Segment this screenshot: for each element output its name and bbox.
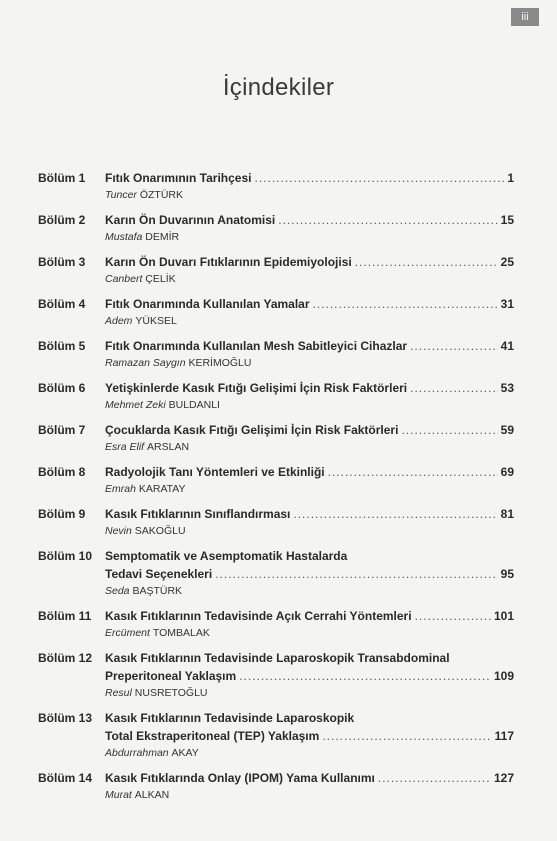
author-surname: ÖZTÜRK: [139, 189, 183, 201]
author-first-name: Canbert: [105, 273, 143, 285]
chapter-title: Yetişkinlerde Kasık Fıtığı Gelişimi İçin Risk Faktörleri: [105, 381, 408, 395]
chapter-title: Kasık Fıtıklarının Tedavisinde Açık Cerrahi Yöntemleri: [105, 609, 412, 623]
chapter-number: Bölüm 4: [38, 297, 86, 311]
chapter-title: Preperitoneal Yaklaşım: [105, 669, 237, 683]
chapter-title-line: [105, 505, 514, 523]
toc-entry[interactable]: [38, 709, 514, 761]
author-first-name: Seda: [105, 585, 130, 597]
toc-entry[interactable]: [38, 211, 514, 245]
toc-entry[interactable]: [38, 607, 514, 641]
chapter-number: Bölüm 12: [38, 651, 93, 665]
chapter-title-line: [105, 295, 514, 313]
toc-entry-body: [105, 607, 514, 641]
toc-entry[interactable]: [38, 379, 514, 413]
toc-entry[interactable]: [38, 337, 514, 371]
chapter-title: Kasık Fıtıklarının Tedavisinde Laparoskopik Transabdominal: [105, 651, 450, 665]
chapter-number: Bölüm 10: [38, 549, 93, 563]
toc-entry[interactable]: [38, 505, 514, 539]
toc-entry[interactable]: [38, 769, 514, 803]
dot-leader: [293, 505, 497, 523]
table-of-contents: [38, 169, 514, 811]
toc-entry[interactable]: [38, 295, 514, 329]
author-first-name: Mustafa: [105, 231, 143, 243]
author-surname: KARATAY: [138, 483, 186, 495]
chapter-title: Kasık Fıtıklarının Tedavisinde Laparoskopik: [105, 711, 355, 725]
chapter-author: [105, 626, 514, 641]
chapter-title: Tedavi Seçenekleri: [105, 567, 213, 581]
toc-entry[interactable]: [38, 253, 514, 287]
page-reference: 95: [500, 567, 514, 581]
toc-entry[interactable]: [38, 421, 514, 455]
author-first-name: Nevin: [105, 525, 132, 537]
chapter-title: Kasık Fıtıklarında Onlay (IPOM) Yama Kullanımı: [105, 771, 375, 785]
author-first-name: Tuncer: [105, 189, 137, 201]
toc-entry-body: [105, 379, 514, 413]
chapter-title-line: [105, 463, 514, 481]
chapter-author: [105, 746, 514, 761]
chapter-title-line: [105, 337, 514, 355]
page-number: iii: [511, 8, 539, 26]
dot-leader: [415, 607, 491, 625]
chapter-author: [105, 356, 514, 371]
chapter-title: Fıtık Onarımında Kullanılan Mesh Sabitleyici Cihazlar: [105, 339, 408, 353]
chapter-number: Bölüm 3: [38, 255, 86, 269]
author-surname: BAŞTÜRK: [132, 585, 183, 597]
page-reference: 81: [500, 507, 514, 521]
chapter-title-line: [105, 421, 514, 439]
page-reference: 109: [493, 669, 514, 683]
author-first-name: Emrah: [105, 483, 136, 495]
chapter-author: [105, 230, 514, 245]
toc-entry-body: [105, 769, 514, 803]
chapter-title-line: [105, 709, 514, 727]
toc-entry-body: [105, 505, 514, 539]
chapter-author: [105, 272, 514, 287]
toc-entry-body: [105, 547, 514, 599]
page-reference: 59: [500, 423, 514, 437]
chapter-title-line: [105, 547, 514, 565]
chapter-author: [105, 440, 514, 455]
chapter-title: Karın Ön Duvarının Anatomisi: [105, 213, 276, 227]
chapter-title-line: [105, 727, 514, 745]
chapter-number: Bölüm 8: [38, 465, 86, 479]
dot-leader: [254, 169, 504, 187]
chapter-title-line: [105, 649, 514, 667]
dot-leader: [410, 337, 498, 355]
author-first-name: Mehmet Zeki: [105, 399, 166, 411]
author-surname: KERİMOĞLU: [188, 357, 252, 369]
chapter-author: [105, 686, 514, 701]
chapter-title: Fıtık Onarımının Tarihçesi: [105, 171, 252, 185]
dot-leader: [378, 769, 491, 787]
dot-leader: [322, 727, 491, 745]
author-first-name: Ercüment: [105, 627, 150, 639]
page-reference: 69: [500, 465, 514, 479]
toc-entry-body: [105, 211, 514, 245]
chapter-title: Fıtık Onarımında Kullanılan Yamalar: [105, 297, 310, 311]
page-reference: 1: [507, 171, 514, 185]
chapter-title: Total Ekstraperitoneal (TEP) Yaklaşım: [105, 729, 320, 743]
author-surname: DEMİR: [145, 231, 180, 243]
toc-entry[interactable]: [38, 649, 514, 701]
chapter-title-line: [105, 607, 514, 625]
toc-entry[interactable]: [38, 463, 514, 497]
toc-entry-body: [105, 463, 514, 497]
author-first-name: Esra Elif: [105, 441, 145, 453]
author-first-name: Abdurrahman: [105, 747, 169, 759]
dot-leader: [355, 253, 498, 271]
author-surname: ALKAN: [134, 789, 170, 801]
author-first-name: Adem: [105, 315, 133, 327]
chapter-author: [105, 524, 514, 539]
author-surname: AKAY: [171, 747, 199, 759]
chapter-title-line: [105, 253, 514, 271]
author-first-name: Ramazan Saygın: [105, 357, 186, 369]
page-reference: 15: [500, 213, 514, 227]
chapter-title: Radyolojik Tanı Yöntemleri ve Etkinliği: [105, 465, 325, 479]
chapter-title-line: [105, 565, 514, 583]
page-reference: 31: [500, 297, 514, 311]
page-reference: 117: [494, 729, 514, 743]
page-title: İçindekiler: [222, 74, 335, 102]
page-reference: 127: [493, 771, 514, 785]
chapter-title-line: [105, 169, 514, 187]
chapter-title-line: [105, 667, 514, 685]
chapter-number: Bölüm 13: [38, 711, 93, 725]
toc-entry[interactable]: [38, 169, 514, 203]
page-reference: 41: [500, 339, 514, 353]
chapter-title: Kasık Fıtıklarının Sınıflandırması: [105, 507, 291, 521]
page-reference: 25: [500, 255, 514, 269]
chapter-title-line: [105, 769, 514, 787]
toc-entry-body: [105, 421, 514, 455]
dot-leader: [401, 421, 497, 439]
chapter-title: Semptomatik ve Asemptomatik Hastalarda: [105, 549, 348, 563]
chapter-number: Bölüm 2: [38, 213, 86, 227]
author-first-name: Murat: [105, 789, 132, 801]
dot-leader: [239, 667, 491, 685]
chapter-title-line: [105, 379, 514, 397]
author-surname: SAKOĞLU: [134, 525, 186, 537]
chapter-author: [105, 788, 514, 803]
dot-leader: [328, 463, 498, 481]
chapter-author: [105, 188, 514, 203]
toc-entry-body: [105, 649, 514, 701]
dot-leader: [313, 295, 498, 313]
author-first-name: Resul: [105, 687, 132, 699]
author-surname: NUSRETOĞLU: [134, 687, 208, 699]
chapter-title: Karın Ön Duvarı Fıtıklarının Epidemiyolojisi: [105, 255, 352, 269]
toc-entry-body: [105, 709, 514, 761]
chapter-author: [105, 314, 514, 329]
page-reference: 101: [493, 609, 514, 623]
chapter-number: Bölüm 9: [38, 507, 86, 521]
chapter-author: [105, 398, 514, 413]
author-surname: TOMBALAK: [152, 627, 210, 639]
toc-entry-body: [105, 295, 514, 329]
chapter-number: Bölüm 7: [38, 423, 86, 437]
author-surname: ÇELİK: [145, 273, 176, 285]
chapter-number: Bölüm 14: [38, 771, 93, 785]
chapter-title: Çocuklarda Kasık Fıtığı Gelişimi İçin Risk Faktörleri: [105, 423, 399, 437]
author-surname: YÜKSEL: [135, 315, 177, 327]
chapter-author: [105, 584, 514, 599]
dot-leader: [278, 211, 497, 229]
dot-leader: [410, 379, 498, 397]
chapter-number: Bölüm 6: [38, 381, 86, 395]
toc-entry-body: [105, 337, 514, 371]
toc-entry-body: [105, 169, 514, 203]
author-surname: BULDANLI: [168, 399, 220, 411]
chapter-number: Bölüm 1: [38, 171, 86, 185]
page-reference: 53: [500, 381, 514, 395]
chapter-author: [105, 482, 514, 497]
chapter-title-line: [105, 211, 514, 229]
chapter-number: Bölüm 11: [38, 609, 92, 623]
author-surname: ARSLAN: [147, 441, 190, 453]
dot-leader: [215, 565, 497, 583]
toc-entry-body: [105, 253, 514, 287]
toc-entry[interactable]: [38, 547, 514, 599]
chapter-number: Bölüm 5: [38, 339, 86, 353]
